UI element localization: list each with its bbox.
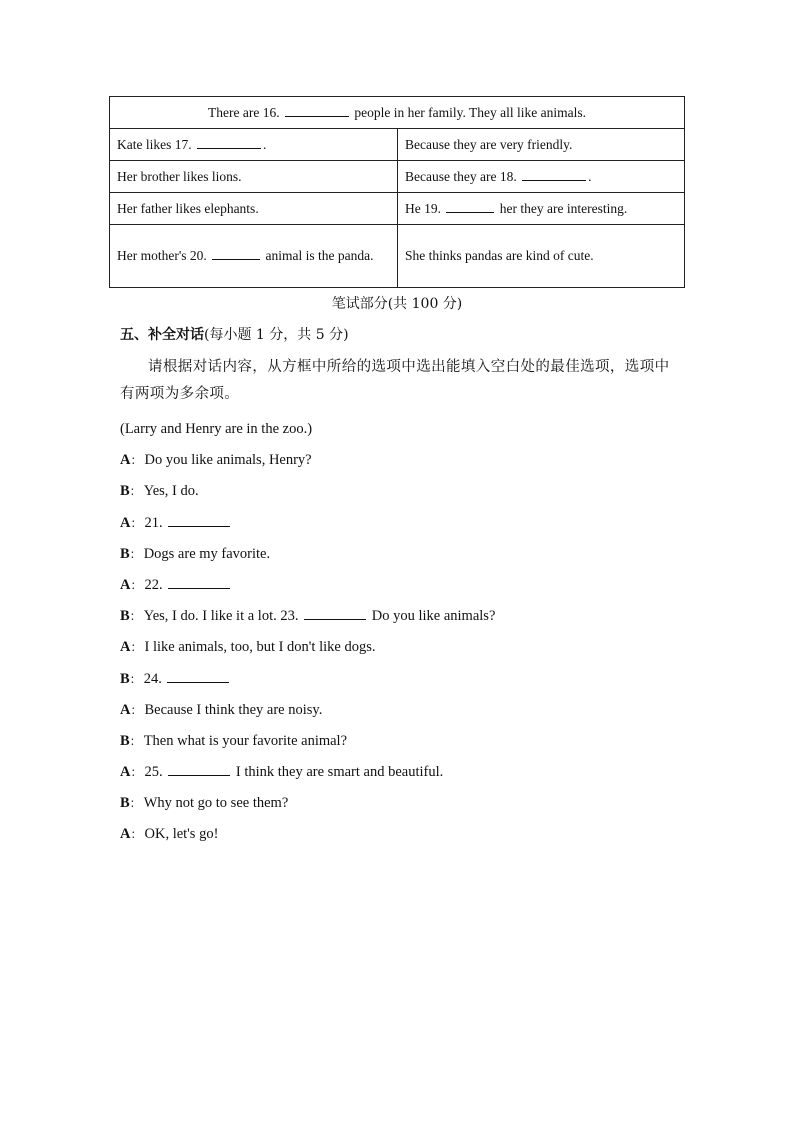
speaker-colon: ： [129, 796, 142, 811]
dialogue-text: Do you like animals, Henry? [144, 452, 312, 469]
speaker-label: B [120, 483, 130, 500]
dialogue-line [120, 574, 680, 605]
table-cell-right [398, 129, 685, 161]
answer-blank[interactable] [168, 763, 230, 776]
score-note: (每小题 1 分，共 5 分) [204, 327, 349, 343]
dialogue-text: Why not go to see them? [143, 795, 289, 812]
dialogue-text: 24. [143, 670, 162, 687]
table-row [110, 129, 685, 161]
table-cell-left [110, 129, 398, 161]
speaker-colon: ： [130, 765, 143, 780]
speaker-label: A [120, 514, 131, 531]
dialogue-line [120, 823, 680, 854]
dialogue-text: 25. [144, 764, 163, 781]
table-cell-right [398, 193, 685, 225]
table-row [110, 193, 685, 225]
dialogue-line [120, 480, 680, 511]
dialogue-line [120, 512, 680, 543]
blank-20[interactable] [212, 247, 260, 260]
speaker-label: B [120, 608, 130, 625]
speaker-label: A [120, 701, 131, 718]
speaker-label: B [120, 545, 130, 562]
cell-text: She thinks pandas are kind of cute. [405, 248, 594, 263]
dialogue-text: Then what is your favorite animal? [143, 732, 348, 749]
dialogue [120, 418, 680, 855]
dialogue-scene: (Larry and Henry are in the zoo.) [120, 421, 313, 437]
speaker-label: B [120, 670, 130, 687]
table-cell-right [398, 161, 685, 193]
speaker-label: A [120, 764, 131, 781]
dialogue-text: Yes, I do. [143, 483, 199, 500]
dialogue-text: 21. [144, 514, 163, 531]
dialogue-text: Because I think they are noisy. [144, 701, 323, 718]
speaker-colon: ： [130, 453, 143, 468]
speaker-colon: ： [129, 609, 142, 624]
dialogue-text: Yes, I do. I like it a lot. 23. [143, 608, 299, 625]
answer-blank[interactable] [304, 607, 366, 620]
cell-text: Kate likes 17. [117, 136, 192, 152]
cell-text: Her mother's 20. [117, 248, 207, 263]
dialogue-text: 22. [144, 576, 163, 593]
answer-blank[interactable] [168, 514, 230, 527]
speaker-label: B [120, 795, 130, 812]
answer-blank[interactable] [167, 670, 229, 683]
cell-text: Because they are very friendly. [405, 136, 573, 152]
header-suffix: people in her family. They all like animals. [354, 104, 587, 120]
part-five-title [120, 324, 349, 346]
dialogue-line [120, 668, 680, 699]
speaker-label: B [120, 732, 130, 749]
dialogue-line [120, 761, 680, 792]
speaker-label: A [120, 639, 131, 656]
dialogue-line [120, 730, 680, 761]
dialogue-line [120, 605, 680, 636]
dialogue-line [120, 636, 680, 667]
table-header-cell [110, 97, 685, 129]
dialogue-text: I like animals, too, but I don't like dogs. [144, 639, 376, 656]
dialogue-line [120, 699, 680, 730]
table-row [110, 161, 685, 193]
answer-blank[interactable] [168, 576, 230, 589]
part-number: 五、补全对话 [120, 327, 204, 343]
header-prefix: There are 16. [207, 104, 280, 120]
dialogue-line [120, 543, 680, 574]
dialogue-line [120, 792, 680, 823]
speaker-colon: ： [129, 733, 142, 748]
speaker-colon: ： [130, 577, 143, 592]
blank-16[interactable] [285, 104, 349, 117]
part-five-instruction: 请根据对话内容，从方框中所给的选项中选出能填入空白处的最佳选项，选项中有两项为多余项。 [120, 359, 670, 402]
speaker-colon: ： [130, 702, 143, 717]
cell-text: He 19. [405, 200, 441, 216]
speaker-colon: ： [129, 671, 142, 686]
blank-19[interactable] [446, 200, 494, 213]
speaker-label: A [120, 576, 131, 593]
dialogue-lines [120, 449, 680, 854]
table-cell-right [398, 225, 685, 288]
cell-text: Because they are 18. [405, 168, 517, 184]
table-cell-left [110, 161, 398, 193]
table-row [110, 225, 685, 288]
blank-18[interactable] [522, 168, 586, 181]
dialogue-text: I think they are smart and beautiful. [235, 764, 444, 781]
table-header-row [110, 97, 685, 129]
speaker-colon: ： [129, 546, 142, 561]
blank-17[interactable] [197, 136, 261, 149]
dialogue-line [120, 449, 680, 480]
cell-text: . [262, 136, 267, 152]
cell-text: Her father likes elephants. [117, 200, 259, 216]
cell-text: . [588, 168, 592, 184]
speaker-colon: ： [129, 484, 142, 499]
table-cell-left [110, 225, 398, 288]
dialogue-text: OK, let's go! [144, 826, 219, 843]
cell-text: Her brother likes lions. [117, 168, 242, 184]
speaker-label: A [120, 826, 131, 843]
family-animals-table [109, 96, 685, 288]
table-cell-left [110, 193, 398, 225]
speaker-colon: ： [130, 827, 143, 842]
dialogue-text: Do you like animals? [371, 608, 496, 625]
speaker-colon: ： [130, 640, 143, 655]
dialogue-text: Dogs are my favorite. [143, 545, 271, 562]
cell-text: animal is the panda. [265, 248, 374, 263]
written-section-heading: 笔试部分(共 100 分) [331, 296, 463, 312]
speaker-colon: ： [130, 515, 143, 530]
cell-text: her they are interesting. [499, 200, 628, 216]
speaker-label: A [120, 452, 131, 469]
